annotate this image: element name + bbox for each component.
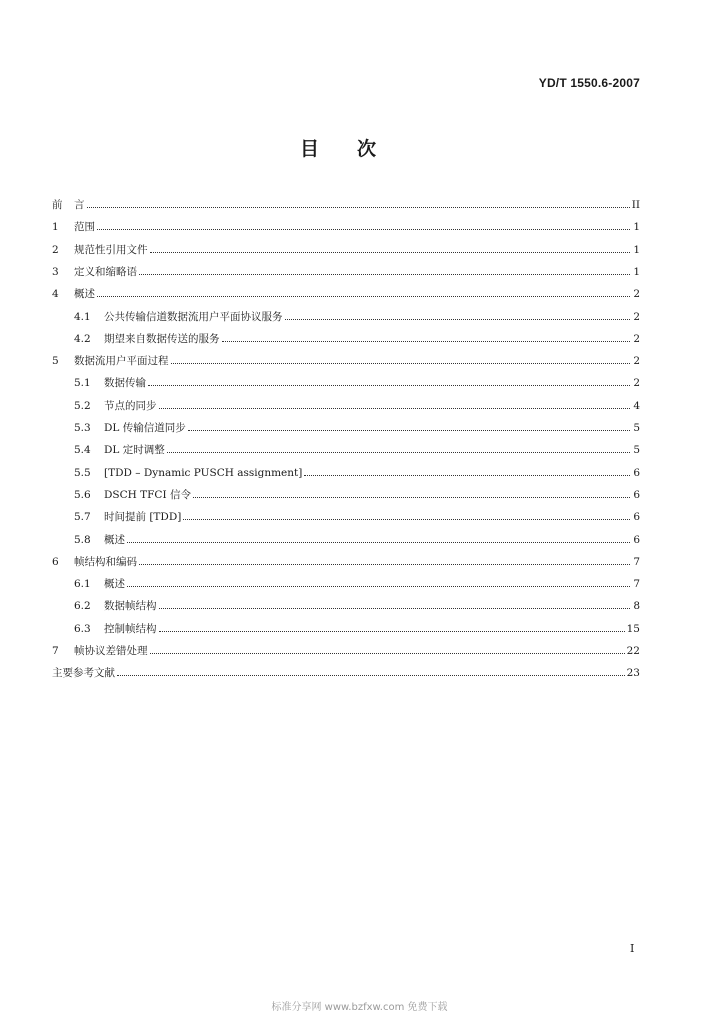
toc-entry-number: 6.2 <box>74 600 91 613</box>
toc-entry[interactable] <box>52 464 640 480</box>
toc-leader-dots <box>150 252 631 253</box>
toc-leader-dots <box>188 430 630 431</box>
toc-entry-number: 2 <box>52 243 59 256</box>
toc-leader-dots <box>139 274 630 275</box>
toc-entry-number: 5.6 <box>74 488 91 501</box>
toc-entry[interactable] <box>52 330 640 346</box>
toc-entry-page: 7 <box>633 578 640 591</box>
toc-entry-page: 7 <box>633 555 640 568</box>
toc-entry[interactable] <box>52 419 640 435</box>
toc-entry-title: 概述 <box>104 533 125 546</box>
toc-entry-number: 5.7 <box>74 511 91 524</box>
toc-entry[interactable] <box>52 486 640 502</box>
toc-leader-dots <box>285 319 631 320</box>
toc-entry[interactable] <box>52 575 640 591</box>
toc-entry-title: 时间提前 [TDD] <box>104 511 182 524</box>
toc-entry[interactable] <box>52 553 640 569</box>
toc-entry[interactable] <box>52 597 640 613</box>
toc-entry-page: 15 <box>626 622 640 635</box>
toc-leader-dots <box>97 296 630 297</box>
toc-entry-number: 7 <box>52 645 59 657</box>
toc-entry-page: 2 <box>633 355 640 368</box>
toc-leader-dots <box>159 608 631 609</box>
toc-leader-dots <box>150 653 625 654</box>
toc-entry-page: 23 <box>626 667 640 680</box>
toc-entry[interactable] <box>52 441 640 457</box>
toc-entry-title: 帧结构和编码 <box>74 555 137 568</box>
toc-entry-number: 1 <box>52 221 59 234</box>
toc-entry-title: [TDD – Dynamic PUSCH assignment] <box>104 466 303 479</box>
toc-entry-number: 6.3 <box>74 622 91 635</box>
toc-entry-title: 言 <box>74 199 85 211</box>
toc-entry-title: 期望来自数据传送的服务 <box>104 332 220 345</box>
toc-entry[interactable] <box>52 196 640 212</box>
document-code: YD/T 1550.6-2007 <box>538 76 640 90</box>
toc-entry-title: 范围 <box>74 221 95 234</box>
page-title <box>300 134 376 161</box>
toc-leader-dots <box>159 408 631 409</box>
toc-entry[interactable] <box>52 664 640 680</box>
toc-entry-page: 6 <box>633 533 640 546</box>
toc-entry-title: 定义和缩略语 <box>74 265 137 278</box>
toc-entry-title: 数据传输 <box>104 377 146 390</box>
toc-entry-title: 数据流用户平面过程 <box>74 355 169 368</box>
toc-entry-number: 6.1 <box>74 578 91 591</box>
toc-entry-number: 3 <box>52 265 59 278</box>
title-part-1: 目 <box>300 138 320 160</box>
toc-entry-page: 6 <box>633 511 640 524</box>
toc-entry[interactable] <box>52 642 640 658</box>
toc-entry-title: 数据帧结构 <box>104 600 157 613</box>
toc-leader-dots <box>127 542 630 543</box>
toc-leader-dots <box>139 564 630 565</box>
toc-entry-page: 22 <box>626 645 640 657</box>
toc-entry-page: 5 <box>633 444 640 457</box>
toc-entry-number: 5 <box>52 355 59 368</box>
toc-entry-title: 控制帧结构 <box>104 622 157 635</box>
toc-entry[interactable] <box>52 620 640 636</box>
toc-entry-page: 1 <box>633 265 640 278</box>
toc-leader-dots <box>87 207 630 208</box>
toc-entry-page: 2 <box>633 288 640 301</box>
toc-entry-page: 8 <box>633 600 640 613</box>
toc-entry-title: DSCH TFCI 信令 <box>104 488 191 501</box>
toc-leader-dots <box>304 475 630 476</box>
toc-entry[interactable] <box>52 531 640 547</box>
title-part-2: 次 <box>357 138 377 160</box>
toc-entry-title: DL 传输信道同步 <box>104 422 186 434</box>
toc-leader-dots <box>193 497 630 498</box>
toc-entry-page: 2 <box>633 377 640 390</box>
toc-entry-page: 1 <box>633 221 640 234</box>
toc-entry-number: 4 <box>52 288 59 301</box>
toc-entry-title: 概述 <box>104 578 125 591</box>
toc-leader-dots <box>222 341 631 342</box>
toc-leader-dots <box>117 675 625 676</box>
toc-entry[interactable] <box>52 218 640 234</box>
toc-entry-page: 4 <box>633 399 640 412</box>
toc-entry[interactable] <box>52 508 640 524</box>
toc-entry[interactable] <box>52 285 640 301</box>
toc-entry-number: 6 <box>52 555 59 568</box>
toc-entry-title: 节点的同步 <box>104 399 157 412</box>
toc-entry-number: 5.1 <box>74 377 91 390</box>
toc-entry-number: 5.3 <box>74 422 91 434</box>
page-number: I <box>630 942 635 955</box>
toc-entry-title: DL 定时调整 <box>104 444 165 457</box>
toc-entry-title: 概述 <box>74 288 95 301</box>
toc-entry[interactable] <box>52 397 640 413</box>
toc-entry-number: 前 <box>52 199 63 211</box>
toc-leader-dots <box>97 229 630 230</box>
toc-leader-dots <box>159 631 625 632</box>
toc-entry-page: II <box>631 199 640 211</box>
toc-entry-title: 公共传输信道数据流用户平面协议服务 <box>104 310 283 323</box>
toc-entry-page: 1 <box>633 243 640 256</box>
toc-entry-page: 2 <box>633 332 640 345</box>
toc-leader-dots <box>183 519 630 520</box>
toc-leader-dots <box>167 452 630 453</box>
toc-entry[interactable] <box>52 352 640 368</box>
toc-entry-number: 4.2 <box>74 332 91 345</box>
toc-entry-page: 6 <box>633 488 640 501</box>
toc-entry[interactable] <box>52 241 640 257</box>
toc-entry[interactable] <box>52 308 640 324</box>
toc-entry-title: 规范性引用文件 <box>74 243 148 256</box>
toc-leader-dots <box>127 586 630 587</box>
toc-leader-dots <box>148 385 630 386</box>
toc-entry-page: 2 <box>633 310 640 323</box>
toc-entry-number: 5.8 <box>74 533 91 546</box>
toc-entry[interactable] <box>52 263 640 279</box>
toc-entry-number: 5.4 <box>74 444 91 457</box>
toc-leader-dots <box>171 363 631 364</box>
toc-entry-page: 5 <box>633 422 640 434</box>
toc-entry-number: 4.1 <box>74 310 91 323</box>
toc-entry-title: 主要参考文献 <box>52 667 115 680</box>
toc-entry[interactable] <box>52 374 640 390</box>
toc-entry-page: 6 <box>633 466 640 479</box>
toc-entry-number: 5.5 <box>74 466 91 479</box>
toc-entry-number: 5.2 <box>74 399 91 412</box>
watermark: 标准分享网 www.bzfxw.com 免费下载 <box>271 1002 448 1013</box>
toc-entry-title: 帧协议差错处理 <box>74 645 148 657</box>
